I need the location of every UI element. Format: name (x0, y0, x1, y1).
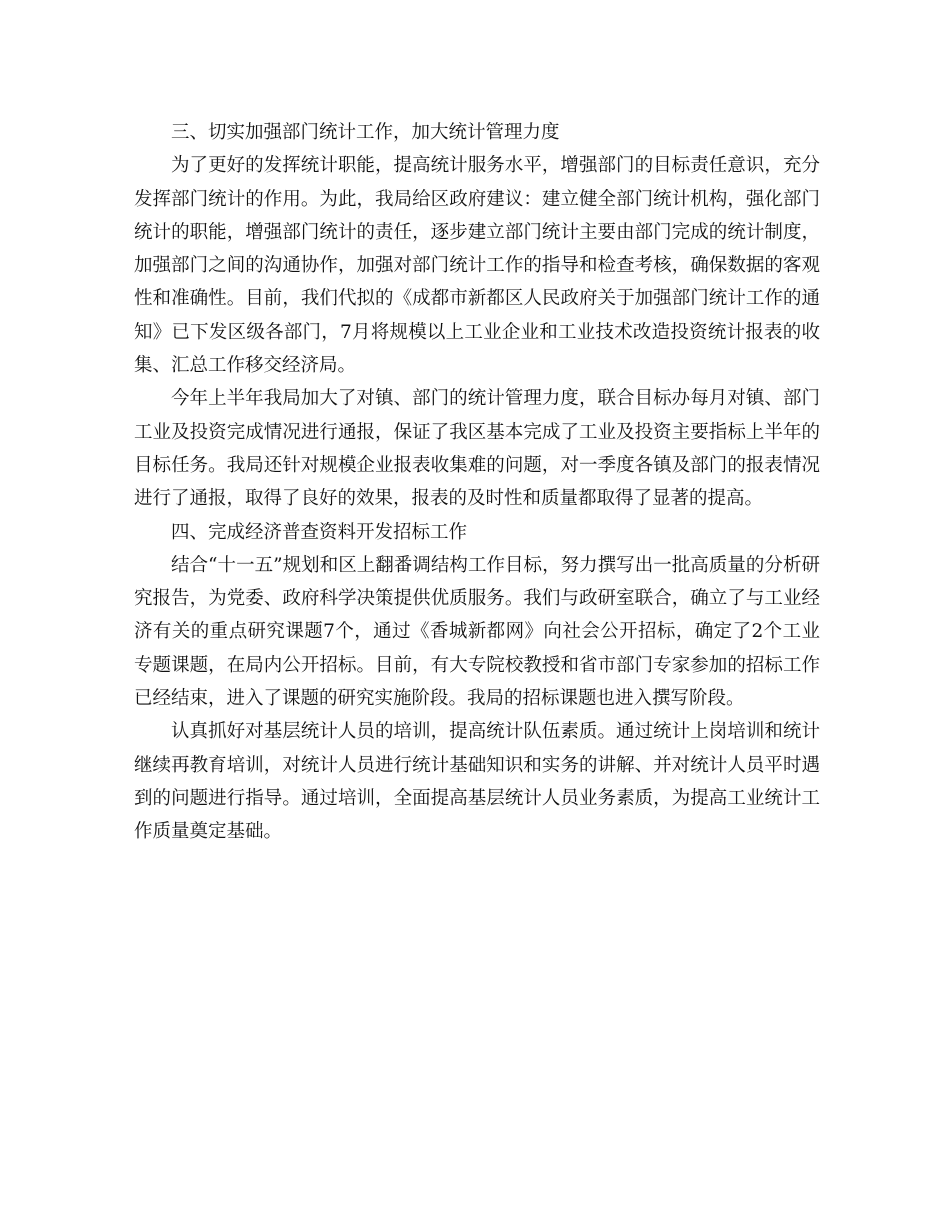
section-heading-4: 四、完成经济普查资料开发招标工作 (171, 521, 468, 543)
paragraph-4-2: 认真抓好对基层统计人员的培训，提高统计队伍素质。通过统计上岗培训和统计继续再教育培训，对统计人员进行统计基础知识和实务的讲解、并对统计人员平时遇到的问题进行指导。通过培训，全面提高基层统计人员业务素质，为提高工业统计工作质量奠定基础。 (134, 721, 820, 843)
document-body (134, 116, 820, 849)
section-heading-3: 三、切实加强部门统计工作，加大统计管理力度 (171, 122, 560, 143)
paragraph-3-2: 今年上半年我局加大了对镇、部门的统计管理力度，联合目标办每月对镇、部门工业及投资完成情况进行通报，保证了我区基本完成了工业及投资主要指标上半年的目标任务。我局还针对规模企业报表收集难的问题，对一季度各镇及部门的报表情况进行了通报，取得了良好的效果，报表的及时性和质量都取得了显著的提高。 (134, 388, 820, 510)
paragraph-3-1: 为了更好的发挥统计职能，提高统计服务水平，增强部门的目标责任意识，充分发挥部门统计的作用。为此，我局给区政府建议：建立健全部门统计机构，强化部门统计的职能，增强部门统计的责任，逐步建立部门统计主要由部门完成的统计制度，加强部门之间的沟通协作，加强对部门统计工作的指导和检查考核，确保数据的客观性和准确性。目前，我们代拟的《成都市新都区人民政府关于加强部门统计工作的通知》已下发区级各部门，7月将规模以上工业企业和工业技术改造投资统计报表的收集、汇总工作移交经济局。 (134, 155, 820, 377)
paragraph-4-1: 结合“十一五”规划和区上翻番调结构工作目标，努力撰写出一批高质量的分析研究报告，为党委、政府科学决策提供优质服务。我们与政研室联合，确立了与工业经济有关的重点研究课题7个，通过《香城新都网》向社会公开招标，确定了2个工业专题课题，在局内公开招标。目前，有大专院校教授和省市部门专家参加的招标工作已经结束，进入了课题的研究实施阶段。我局的招标课题也进入撰写阶段。 (134, 554, 820, 710)
